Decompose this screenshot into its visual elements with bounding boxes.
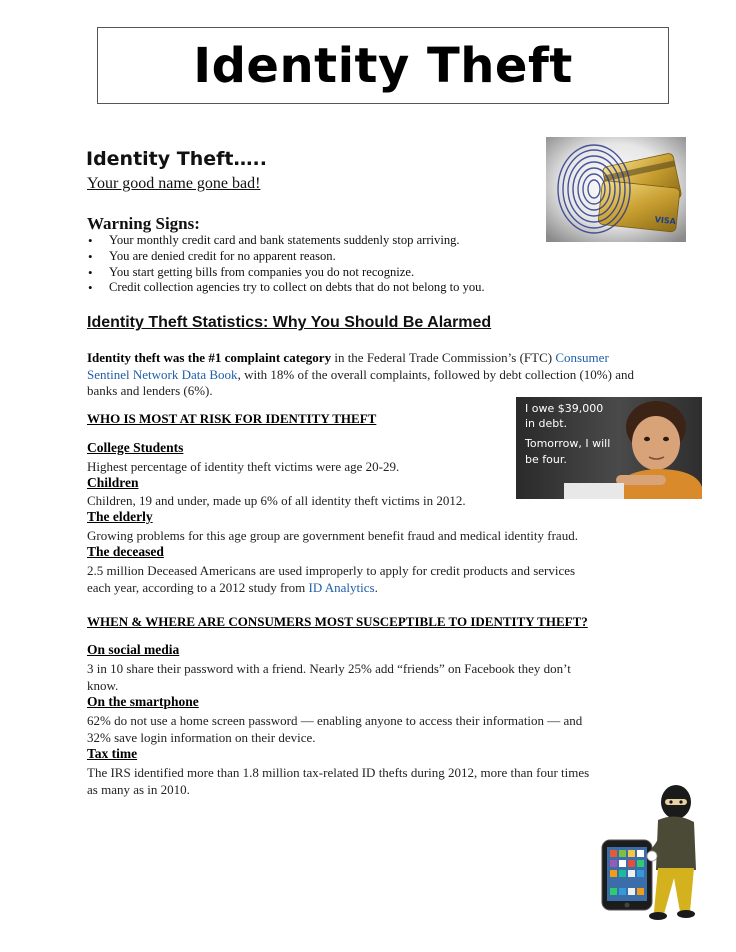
tax-time-text-line-2: as many as in 2010.: [87, 782, 190, 797]
college-students-heading: College Students: [87, 440, 184, 455]
section-title: Identity Theft…..: [86, 148, 267, 170]
data-book-link[interactable]: Consumer Sentinel Network Data Book: [87, 350, 609, 382]
image-caption-line-2: in debt.: [525, 417, 568, 430]
statistics-text-b: , with 18% of the overall complaints, followed by debt collection (10%) and banks and lenders (6%).: [87, 366, 634, 399]
list-item: • You start getting bills from companies you do not recognize.: [87, 265, 485, 281]
children-text: Children, 19 and under, made up 6% of all identity theft victims in 2012.: [87, 493, 466, 508]
list-item: • Your monthly credit card and bank statements suddenly stop arriving.: [87, 233, 485, 249]
deceased-heading: The deceased: [87, 544, 164, 559]
section-subtitle: Your good name gone bad!: [87, 175, 261, 192]
image-caption-line-4: be four.: [525, 453, 567, 466]
deceased-text-line-1: 2.5 million Deceased Americans are used improperly to apply for credit products and services: [87, 563, 576, 578]
list-item: • Credit collection agencies try to collect on debts that do not belong to you.: [87, 280, 485, 296]
statistics-heading: Identity Theft Statistics: Why You Should Be Alarmed: [87, 314, 492, 331]
warning-signs-heading: Warning Signs:: [87, 214, 200, 233]
children-heading: Children: [87, 475, 139, 490]
college-students-text: Highest percentage of identity theft victims were age 20-29.: [87, 459, 400, 474]
fingerprint-credit-card-image: [546, 137, 686, 242]
smartphone-text-line-2: 32% save login information on their device.: [87, 730, 316, 745]
page-title: Identity Theft: [193, 37, 573, 94]
deceased-text-line-2: [87, 579, 378, 596]
deceased-text-b: .: [374, 580, 378, 595]
risk-heading: WHO IS MOST AT RISK FOR IDENTITY THEFT: [87, 411, 377, 426]
elderly-heading: The elderly: [87, 509, 153, 524]
statistics-text-a: in the Federal Trade Commission’s (FTC): [331, 350, 556, 365]
deceased-text-a: each year, according to a 2012 study from: [87, 580, 309, 595]
social-media-text-line-1: 3 in 10 share their password with a friend. Nearly 25% add “friends” on Facebook they don’t: [87, 661, 571, 676]
social-media-heading: On social media: [87, 642, 180, 657]
statistics-paragraph: [87, 350, 647, 400]
child-debt-image: [516, 397, 702, 499]
social-media-text-line-2: know.: [87, 678, 119, 693]
image-caption-line-3: Tomorrow, I will: [525, 437, 611, 450]
elderly-text: Growing problems for this age group are government benefit fraud and medical identity fraud.: [87, 528, 578, 543]
tax-time-heading: Tax time: [87, 746, 138, 761]
list-item: • You are denied credit for no apparent reason.: [87, 249, 485, 265]
tax-time-text-line-1: The IRS identified more than 1.8 million tax-related ID thefts during 2012, more than four times: [87, 765, 590, 780]
when-where-heading: WHEN & WHERE ARE CONSUMERS MOST SUSCEPTIBLE TO IDENTITY THEFT?: [87, 614, 588, 629]
visa-logo-text: VISA: [654, 215, 677, 227]
title-box: [97, 27, 669, 104]
image-caption-line-1: I owe $39,000: [525, 402, 604, 415]
thief-smartphone-image: [596, 782, 714, 934]
statistics-bold-lead: Identity theft was the #1 complaint category: [87, 350, 332, 365]
id-analytics-link[interactable]: ID Analytics: [308, 580, 375, 595]
warning-signs-list: [87, 233, 485, 296]
smartphone-heading: On the smartphone: [87, 694, 199, 709]
smartphone-text-line-1: 62% do not use a home screen password — enabling anyone to access their information — and: [87, 713, 583, 728]
